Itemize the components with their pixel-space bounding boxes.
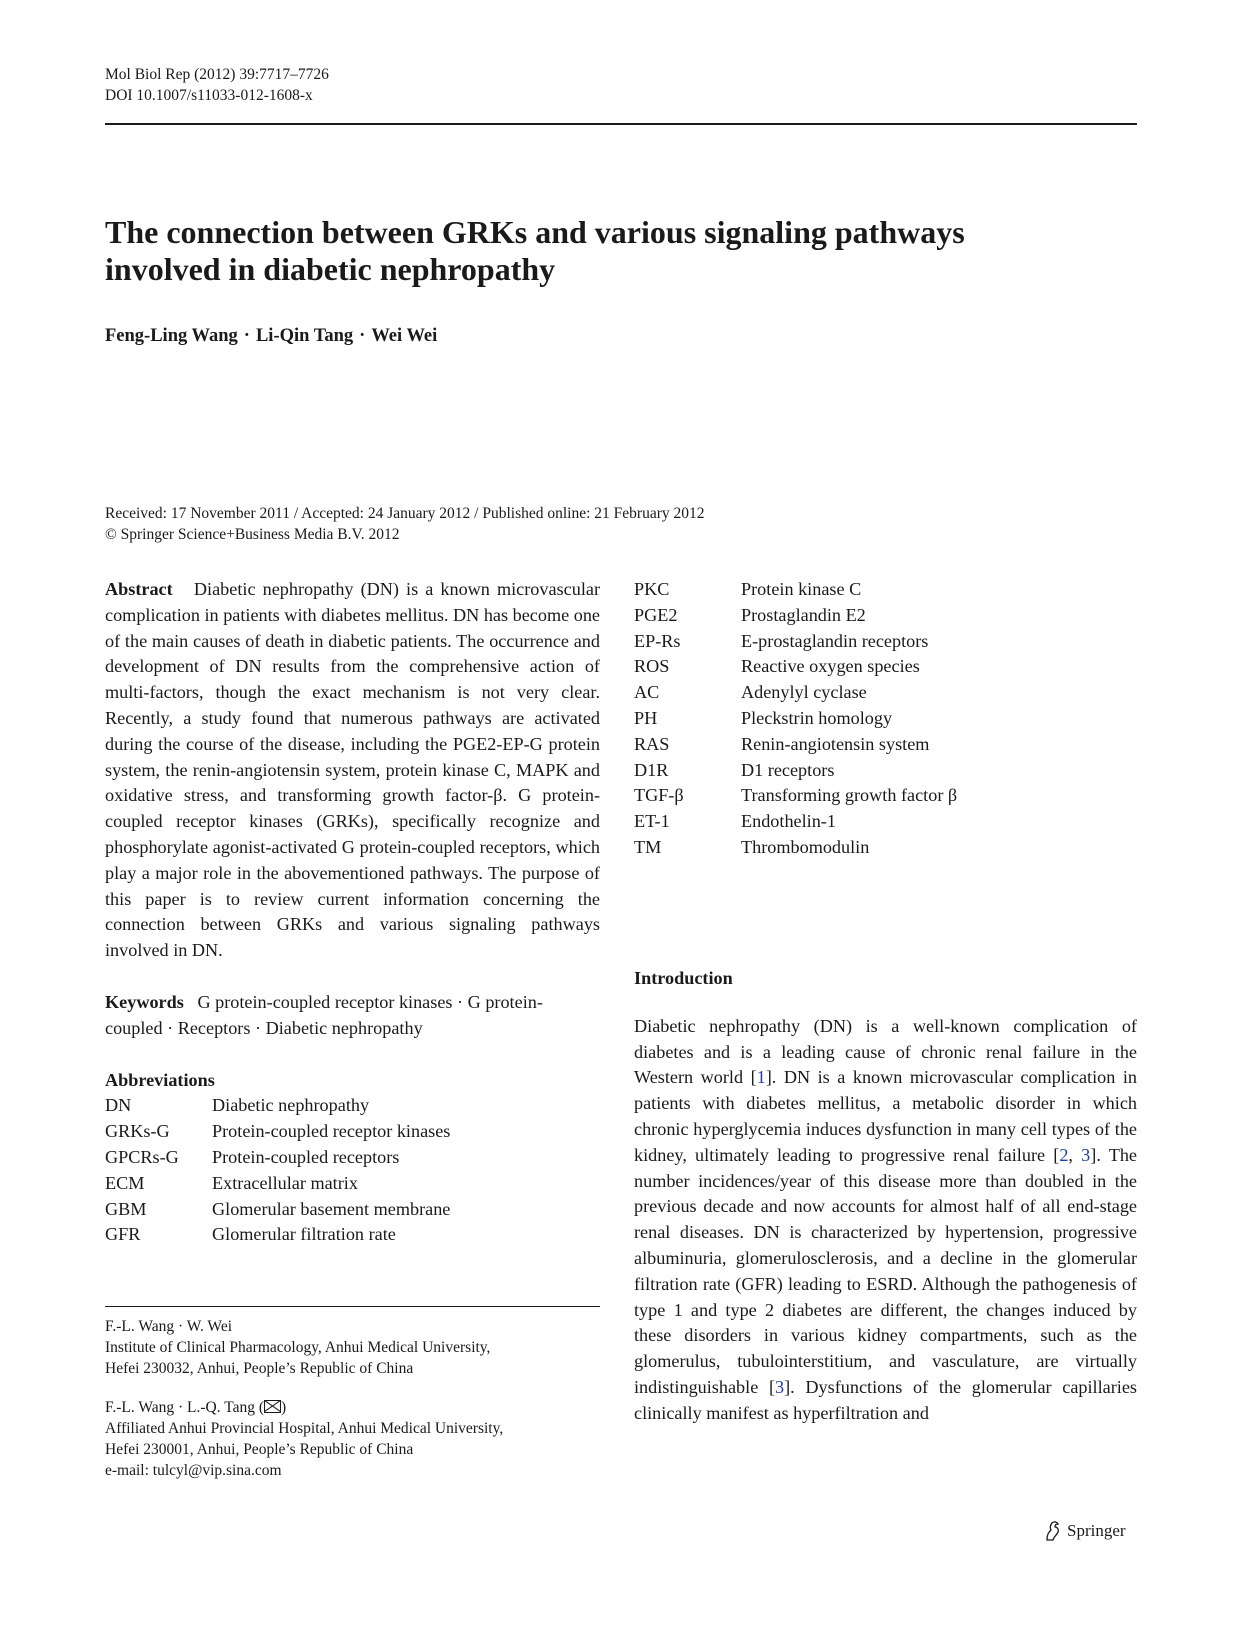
citation-link[interactable]: 3 [1081, 1144, 1091, 1165]
abbr-row [634, 629, 957, 655]
affiliation-authors-text: F.-L. Wang · L.-Q. Tang ( [105, 1399, 265, 1416]
envelope-icon [264, 1400, 281, 1413]
abbr: GRKs-G [105, 1121, 170, 1142]
right-column [634, 577, 1137, 861]
abbr: DN [105, 1095, 132, 1116]
affiliation-address: Institute of Clinical Pharmacology, Anhui Medical University, [105, 1339, 491, 1356]
abbr: ET-1 [634, 811, 670, 832]
abbr: RAS [634, 733, 670, 754]
abbr: ROS [634, 656, 670, 677]
body-text: Diabetic nephropathy (DN) is a well-known complication of diabetes and is a leading cause of chronic renal failure in the Western world [ [634, 1015, 1137, 1088]
body-text: ]. Dysfunctions of the glomerular capillaries clinically manifest as hyperfiltration and [634, 1376, 1137, 1423]
abbr-row [634, 809, 957, 835]
abbr-row [634, 654, 957, 680]
author-list: Feng-Ling Wang · Li-Qin Tang · Wei Wei [105, 326, 438, 346]
abstract-text: Diabetic nephropathy (DN) is a known microvascular complication in patients with diabetes mellitus. DN has become one of the main causes of death in diabetic patients. The occurrence and development of DN results from the comprehensive action of multi-factors, though the exact mechanism is not very clear. Recently, a study found that numerous pathways are activated during the course of the disease, including the PGE2-EP-G protein system, the renin-angiotensin system, protein kinase C, MAPK and oxidative stress, and transforming growth factor-β. G protein-coupled receptor kinases (GRKs), specifically recognize and phosphorylate agonist-activated G protein-coupled receptors, which play a major role in the abovementioned pathways. The purpose of this paper is to review current information concerning the connection between GRKs and various signaling pathways involved in DN. [105, 579, 600, 961]
keywords-text: G protein-coupled receptor kinases · G protein-coupled · Receptors · Diabetic nephropathy [105, 991, 543, 1038]
abbr-def: Diabetic nephropathy [212, 1095, 370, 1116]
keywords-label: Keywords [105, 991, 184, 1012]
springer-horse-icon [1043, 1520, 1063, 1542]
author-name: Li-Qin Tang [255, 326, 354, 346]
abbr-row [634, 835, 957, 861]
abbr-row [634, 783, 957, 809]
affiliation-rule [105, 1306, 600, 1307]
publication-dates [105, 503, 705, 545]
abbreviations-heading: Abbreviations [105, 1069, 215, 1090]
abbr-def: Transforming growth factor β [741, 785, 958, 806]
abbr-row [634, 680, 957, 706]
section-heading: Introduction [634, 968, 733, 988]
affiliation-address: Hefei 230001, Anhui, People’s Republic of China [105, 1441, 414, 1458]
abbr-def: Protein-coupled receptors [212, 1146, 400, 1167]
abbr-def: Endothelin-1 [741, 811, 836, 832]
publisher-name: Springer [1067, 1521, 1126, 1540]
citation-link[interactable]: 3 [775, 1376, 785, 1397]
abbr-def: Renin-angiotensin system [741, 733, 930, 754]
affiliation-2 [105, 1397, 600, 1481]
abbreviations-table-continued [634, 577, 957, 861]
abstract [105, 577, 600, 964]
abbr-row [634, 603, 957, 629]
copyright: © Springer Science+Business Media B.V. 2012 [105, 526, 400, 543]
abbr: TM [634, 836, 662, 857]
citation-link[interactable]: 1 [756, 1067, 766, 1088]
abbr-row [105, 1145, 450, 1171]
affiliation-address: Affiliated Anhui Provincial Hospital, Anhui Medical University, [105, 1420, 504, 1437]
abbr: PKC [634, 579, 670, 599]
author-name: Wei Wei [371, 326, 438, 346]
abbr-def: Thrombomodulin [741, 836, 870, 857]
abbr-def: E-prostaglandin receptors [741, 630, 929, 651]
abbr-def: Prostaglandin E2 [741, 604, 866, 625]
abbr-def: Adenylyl cyclase [741, 682, 867, 703]
abbr-def: Protein-coupled receptor kinases [212, 1121, 451, 1142]
abbr-row [105, 1222, 450, 1248]
abbr-def: D1 receptors [741, 759, 835, 780]
abbr-def: Reactive oxygen species [741, 656, 920, 677]
abbr-row [634, 577, 957, 603]
abstract-label: Abstract [105, 579, 173, 599]
author-name: Feng-Ling Wang [105, 326, 238, 346]
keywords [105, 990, 600, 1042]
abbr-row [105, 1119, 450, 1145]
body-text: ]. DN is a known microvascular complication in patients with diabetes mellitus, a metabolic disorder in which chronic hyperglycemia induces dysfunction in many cell types of the kidney, ultimately leading to progressive renal failure [ [634, 1067, 1137, 1165]
header-rule [105, 123, 1137, 125]
introduction-paragraph [634, 1014, 1137, 1427]
journal-citation: Mol Biol Rep (2012) 39:7717–7726 [105, 66, 329, 83]
abbr: ECM [105, 1172, 145, 1193]
abbr-row [105, 1093, 450, 1119]
abbr-row [634, 758, 957, 784]
affiliation-authors: F.-L. Wang · W. Wei [105, 1318, 233, 1335]
abbr: TGF-β [634, 785, 684, 806]
article-title [105, 214, 1135, 288]
doi: DOI 10.1007/s11033-012-1608-x [105, 87, 313, 104]
citation-link[interactable]: 2 [1059, 1144, 1069, 1165]
abbr-def: Extracellular matrix [212, 1172, 358, 1193]
abbr: GFR [105, 1224, 141, 1245]
abbreviations-table [105, 1093, 450, 1248]
abbr-row [634, 706, 957, 732]
abbr: EP-Rs [634, 630, 681, 651]
corresponding-email[interactable]: e-mail: tulcyl@vip.sina.com [105, 1462, 282, 1479]
title-line-1: The connection between GRKs and various signaling pathways [105, 214, 965, 250]
left-column [105, 577, 600, 1248]
affiliation-address: Hefei 230032, Anhui, People’s Republic of China [105, 1360, 414, 1377]
abbr-def: Protein kinase C [741, 579, 862, 599]
abbr-row [634, 732, 957, 758]
journal-header [105, 64, 329, 106]
introduction-section [634, 966, 1137, 1427]
affiliation-1 [105, 1316, 600, 1379]
abbr-row [105, 1197, 450, 1223]
abbr: PH [634, 707, 658, 728]
abbr: AC [634, 682, 660, 703]
abbr-def: Glomerular basement membrane [212, 1198, 451, 1219]
body-text: , [1068, 1144, 1082, 1165]
publisher-logo [1043, 1520, 1126, 1542]
abbr: GPCRs-G [105, 1146, 179, 1167]
abbr: GBM [105, 1198, 147, 1219]
history-dates: Received: 17 November 2011 / Accepted: 24 January 2012 / Published online: 21 February 2012 [105, 505, 705, 522]
abbr: D1R [634, 759, 669, 780]
body-text: ]. The number incidences/year of this disease more than doubled in the previous decade and now accounts for almost half of all end-stage renal diseases. DN is characterized by hypertension, progressive albuminuria, glomerulosclerosis, and a decline in the glomerular filtration rate (GFR) leading to ESRD. Although the pathogenesis of type 1 and type 2 diabetes are different, the changes induced by these disorders in various kidney compartments, such as the glomerulus, tubulointerstitium, and vasculature, are virtually indistinguishable [ [634, 1144, 1138, 1397]
abbr-def: Pleckstrin homology [741, 707, 893, 728]
abbr-row [105, 1171, 450, 1197]
affiliation-authors-close: ) [281, 1399, 287, 1416]
title-line-2: involved in diabetic nephropathy [105, 251, 556, 287]
abbr: PGE2 [634, 604, 678, 625]
affiliation-authors [105, 1397, 600, 1418]
abbr-def: Glomerular filtration rate [212, 1224, 396, 1245]
